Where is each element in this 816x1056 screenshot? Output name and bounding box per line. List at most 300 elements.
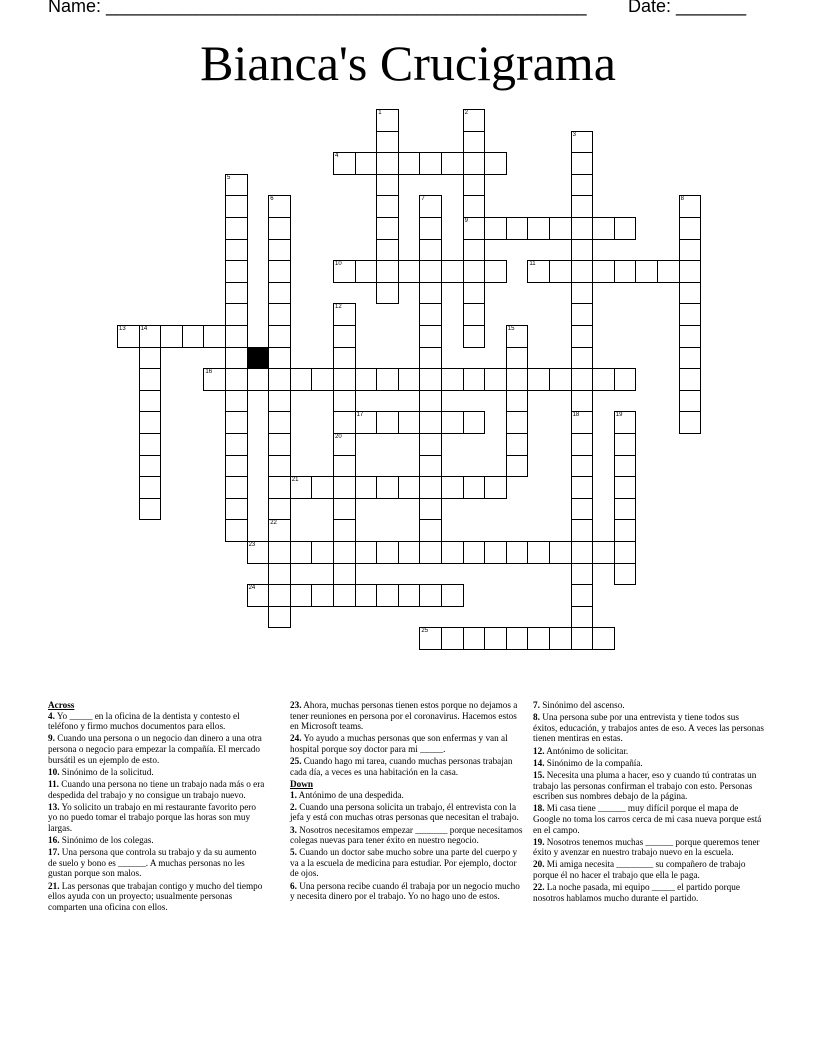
grid-cell[interactable] xyxy=(225,260,248,283)
grid-cell[interactable] xyxy=(441,584,464,607)
grid-cell[interactable] xyxy=(419,260,442,283)
grid-cell[interactable] xyxy=(592,217,615,240)
clue-number: 1 xyxy=(378,110,382,116)
grid-cell[interactable] xyxy=(463,541,486,564)
clue-number-label: 13. xyxy=(48,801,60,812)
grid-cell[interactable] xyxy=(484,260,507,283)
grid-cell[interactable] xyxy=(225,519,248,542)
clue-text: Cuando un doctor sabe mucho sobre una parte del cuerpo y va a la escuela de medicina para estudiar. Por ejemplo, doctor de ojos. xyxy=(290,847,518,879)
grid-cell[interactable] xyxy=(419,325,442,348)
grid-cell[interactable] xyxy=(376,584,399,607)
grid-cell[interactable] xyxy=(571,433,594,456)
grid-cell[interactable] xyxy=(268,303,291,326)
grid-cell[interactable] xyxy=(203,368,226,391)
grid-cell[interactable] xyxy=(419,411,442,434)
grid-cell[interactable] xyxy=(463,411,486,434)
grid-cell[interactable] xyxy=(268,606,291,629)
grid-cell[interactable] xyxy=(571,584,594,607)
grid-cell[interactable] xyxy=(614,498,637,521)
grid-cell[interactable] xyxy=(376,476,399,499)
clue-number-label: 6. xyxy=(290,880,297,891)
grid-cell[interactable] xyxy=(225,498,248,521)
clue-number-label: 15. xyxy=(533,769,545,780)
grid-cell[interactable] xyxy=(268,433,291,456)
grid-cell[interactable] xyxy=(441,260,464,283)
clue-text: Una persona recibe cuando él trabaja por un negocio mucho y necesita dinero por el trabajo. Yo no hago uno de estos. xyxy=(290,880,520,902)
grid-cell[interactable] xyxy=(506,455,529,478)
grid-cell[interactable] xyxy=(419,303,442,326)
clue-number-label: 23. xyxy=(290,700,302,710)
grid-cell[interactable] xyxy=(592,260,615,283)
grid-cell[interactable] xyxy=(160,325,183,348)
grid-cell[interactable] xyxy=(441,368,464,391)
grid-cell[interactable] xyxy=(484,217,507,240)
grid-cell[interactable] xyxy=(527,260,550,283)
grid-cell[interactable] xyxy=(679,325,702,348)
grid-cell[interactable] xyxy=(139,411,162,434)
grid-cell[interactable] xyxy=(355,260,378,283)
grid-cell[interactable] xyxy=(571,347,594,370)
grid-cell[interactable] xyxy=(225,195,248,218)
clue-number-label: 24. xyxy=(290,733,302,744)
grid-cell[interactable] xyxy=(592,541,615,564)
grid-cell[interactable] xyxy=(419,498,442,521)
grid-cell[interactable] xyxy=(333,325,356,348)
grid-cell[interactable] xyxy=(571,260,594,283)
clue-number-label: 5. xyxy=(290,847,297,858)
grid-cell[interactable] xyxy=(139,347,162,370)
grid-cell[interactable] xyxy=(614,368,637,391)
grid-cell[interactable] xyxy=(571,606,594,629)
grid-cell[interactable] xyxy=(333,476,356,499)
grid-cell[interactable] xyxy=(614,541,637,564)
grid-cell[interactable] xyxy=(614,455,637,478)
grid-cell[interactable] xyxy=(419,195,442,218)
clue-text: Cuando una persona o un negocio dan dinero a una otra persona o negocio para empezar la compañía. El mercado bursátil es un ejemplo de esto. xyxy=(48,733,262,765)
grid-cell[interactable] xyxy=(333,563,356,586)
clue-number-label: 11. xyxy=(48,778,59,789)
grid-cell[interactable] xyxy=(398,541,421,564)
grid-cell[interactable] xyxy=(247,584,270,607)
grid-cell[interactable] xyxy=(268,368,291,391)
grid-cell[interactable] xyxy=(225,282,248,305)
grid-cell[interactable] xyxy=(463,152,486,175)
grid-cell[interactable] xyxy=(571,239,594,262)
grid-cell[interactable] xyxy=(419,455,442,478)
grid-cell[interactable] xyxy=(614,476,637,499)
clue-number: 20 xyxy=(335,434,342,440)
grid-cell[interactable] xyxy=(333,303,356,326)
grid-cell[interactable] xyxy=(268,195,291,218)
grid-cell[interactable] xyxy=(398,476,421,499)
grid-cell[interactable] xyxy=(311,368,334,391)
grid-cell[interactable] xyxy=(679,260,702,283)
grid-cell[interactable] xyxy=(571,131,594,154)
grid-cell[interactable] xyxy=(376,217,399,240)
grid-cell[interactable] xyxy=(333,260,356,283)
clue-number: 25 xyxy=(421,628,429,635)
grid-cell[interactable] xyxy=(225,303,248,326)
grid-cell[interactable] xyxy=(506,368,529,391)
grid-cell[interactable] xyxy=(268,282,291,305)
across-clue-list xyxy=(48,711,266,913)
grid-cell[interactable] xyxy=(679,217,702,240)
grid-cell[interactable] xyxy=(225,217,248,240)
grid-cell[interactable] xyxy=(463,109,486,132)
grid-cell[interactable] xyxy=(571,325,594,348)
grid-cell[interactable] xyxy=(268,584,291,607)
clue-number-label: 10. xyxy=(48,766,60,777)
grid-cell[interactable] xyxy=(333,411,356,434)
grid-cell[interactable] xyxy=(268,541,291,564)
grid-cell[interactable] xyxy=(463,368,486,391)
clue-item xyxy=(48,802,266,834)
clue-text: Sinónimo de la compañía. xyxy=(544,757,643,768)
grid-cell[interactable] xyxy=(268,455,291,478)
across-heading: Across xyxy=(48,700,75,710)
grid-cell[interactable] xyxy=(333,455,356,478)
clue-text: Necesita una pluma a hacer, eso y cuando tú contratas un trabajo las personas confirman el trabajo con esto. Personas escriben sus nombres debajo de la página. xyxy=(533,769,757,802)
grid-cell[interactable] xyxy=(139,476,162,499)
down-clue-list xyxy=(290,790,526,902)
grid-cell[interactable] xyxy=(376,195,399,218)
grid-cell[interactable] xyxy=(463,239,486,262)
clue-text: Sinónimo de los colegas. xyxy=(59,835,154,846)
grid-cell[interactable] xyxy=(333,433,356,456)
grid-cell[interactable] xyxy=(614,519,637,542)
grid-cell[interactable] xyxy=(506,217,529,240)
grid-cell[interactable] xyxy=(225,411,248,434)
grid-cell[interactable] xyxy=(398,584,421,607)
grid-cell[interactable] xyxy=(268,347,291,370)
grid-cell[interactable] xyxy=(333,584,356,607)
grid-cell[interactable] xyxy=(376,541,399,564)
grid-cell[interactable] xyxy=(268,498,291,521)
grid-cell[interactable] xyxy=(679,390,702,413)
clue-item xyxy=(48,847,266,879)
grid-cell[interactable] xyxy=(225,476,248,499)
grid-cell[interactable] xyxy=(484,152,507,175)
grid-cell[interactable] xyxy=(679,239,702,262)
grid-cell[interactable] xyxy=(506,433,529,456)
grid-cell[interactable] xyxy=(419,282,442,305)
grid-cell[interactable] xyxy=(506,541,529,564)
clue-number-label: 12. xyxy=(533,745,545,756)
grid-cell[interactable] xyxy=(463,260,486,283)
grid-cell[interactable] xyxy=(419,152,442,175)
grid-cell[interactable] xyxy=(571,303,594,326)
grid-cell[interactable] xyxy=(506,347,529,370)
grid-cell[interactable] xyxy=(441,152,464,175)
clue-item xyxy=(290,881,526,902)
grid-cell[interactable] xyxy=(463,195,486,218)
grid-cell[interactable] xyxy=(376,411,399,434)
grid-cell[interactable] xyxy=(376,368,399,391)
grid-cell[interactable] xyxy=(268,476,291,499)
clue-number: 12 xyxy=(335,304,342,311)
grid-cell[interactable] xyxy=(571,411,594,434)
grid-cell[interactable] xyxy=(398,411,421,434)
grid-cell[interactable] xyxy=(571,563,594,586)
down-clue-list-continued xyxy=(533,700,765,903)
grid-cell[interactable] xyxy=(506,390,529,413)
grid-cell[interactable] xyxy=(419,476,442,499)
clue-item xyxy=(533,859,765,880)
grid-cell[interactable] xyxy=(376,131,399,154)
grid-cell[interactable] xyxy=(614,433,637,456)
grid-cell[interactable] xyxy=(527,627,550,650)
grid-cell[interactable] xyxy=(571,217,594,240)
clue-item xyxy=(533,746,765,757)
grid-cell[interactable] xyxy=(419,584,442,607)
grid-cell[interactable] xyxy=(182,325,205,348)
grid-cell[interactable] xyxy=(679,368,702,391)
grid-cell[interactable] xyxy=(419,627,442,650)
grid-cell[interactable] xyxy=(463,325,486,348)
grid-cell[interactable] xyxy=(139,433,162,456)
clue-text: Antónimo de una despedida. xyxy=(296,789,404,800)
clue-text: Yo ayudo a muchas personas que son enfermas y van al hospital porque soy doctor para mi _____. xyxy=(290,733,508,754)
clue-item xyxy=(48,779,266,800)
grid-cell[interactable] xyxy=(290,476,313,499)
grid-cell[interactable] xyxy=(419,239,442,262)
clue-item xyxy=(533,837,765,858)
grid-cell[interactable] xyxy=(398,368,421,391)
grid-cell[interactable] xyxy=(679,195,702,218)
grid-cell[interactable] xyxy=(311,584,334,607)
clue-number-label: 19. xyxy=(533,836,545,847)
grid-cell[interactable] xyxy=(571,195,594,218)
clue-number: 15 xyxy=(507,326,515,332)
grid-cell[interactable] xyxy=(419,217,442,240)
grid-cell[interactable] xyxy=(139,325,162,348)
grid-cell[interactable] xyxy=(571,476,594,499)
grid-cell[interactable] xyxy=(398,260,421,283)
grid-cell[interactable] xyxy=(376,109,399,132)
grid-cell[interactable] xyxy=(441,476,464,499)
grid-cell[interactable] xyxy=(376,239,399,262)
grid-cell[interactable] xyxy=(225,347,248,370)
grid-cell[interactable] xyxy=(355,411,378,434)
grid-cell[interactable] xyxy=(268,411,291,434)
grid-cell[interactable] xyxy=(549,541,572,564)
clue-item xyxy=(48,835,266,846)
grid-cell[interactable] xyxy=(268,217,291,240)
clue-item xyxy=(290,733,526,754)
grid-cell[interactable] xyxy=(225,433,248,456)
clues-column-2 xyxy=(290,700,526,903)
grid-cell[interactable] xyxy=(614,260,637,283)
grid-cell[interactable] xyxy=(506,627,529,650)
grid-cell[interactable] xyxy=(463,131,486,154)
clue-number-label: 9. xyxy=(48,733,55,744)
grid-cell[interactable] xyxy=(463,174,486,197)
grid-cell[interactable] xyxy=(376,152,399,175)
grid-cell[interactable] xyxy=(679,347,702,370)
grid-cell[interactable] xyxy=(571,541,594,564)
grid-cell[interactable] xyxy=(225,239,248,262)
clue-number-label: 16. xyxy=(48,835,60,846)
grid-cell[interactable] xyxy=(463,217,486,240)
grid-cell[interactable] xyxy=(333,368,356,391)
grid-cell[interactable] xyxy=(614,411,637,434)
grid-cell[interactable] xyxy=(679,303,702,326)
clue-number: 17 xyxy=(356,412,364,419)
clue-item xyxy=(533,700,765,711)
grid-cell[interactable] xyxy=(290,368,313,391)
clue-text: Las personas que trabajan contigo y mucho del tiempo ellos ayuda con un proyecto; usualmente personas comparten una oficina con ellos. xyxy=(48,880,263,912)
grid-cell[interactable] xyxy=(333,498,356,521)
grid-cell[interactable] xyxy=(268,325,291,348)
grid-cell[interactable] xyxy=(203,325,226,348)
grid-cell[interactable] xyxy=(376,260,399,283)
grid-cell[interactable] xyxy=(376,282,399,305)
grid-cell[interactable] xyxy=(571,519,594,542)
grid-cell[interactable] xyxy=(484,541,507,564)
grid-cell[interactable] xyxy=(549,260,572,283)
grid-cell[interactable] xyxy=(225,390,248,413)
clue-item xyxy=(290,802,526,823)
grid-cell[interactable] xyxy=(571,282,594,305)
clue-number: 4 xyxy=(335,153,339,160)
clue-text: Nosotros necesitamos empezar _______ porque necesitamos colegas nuevas para tener éxito en nuestro negocio. xyxy=(290,824,523,846)
grid-cell[interactable] xyxy=(247,368,270,391)
grid-cell[interactable] xyxy=(225,455,248,478)
grid-cell[interactable] xyxy=(139,390,162,413)
grid-cell[interactable] xyxy=(614,563,637,586)
grid-cell[interactable] xyxy=(117,325,140,348)
grid-cell[interactable] xyxy=(571,390,594,413)
grid-cell[interactable] xyxy=(333,347,356,370)
grid-cell[interactable] xyxy=(225,368,248,391)
clue-text: Cuando hago mi tarea, cuando muchas personas trabajan cada día, a veces es una habitación en la casa. xyxy=(290,756,513,777)
grid-cell[interactable] xyxy=(463,627,486,650)
clue-number: 6 xyxy=(270,196,274,203)
clue-item xyxy=(533,770,765,802)
clue-number-label: 1. xyxy=(290,789,297,800)
clue-number: 10 xyxy=(335,261,342,268)
grid-cell[interactable] xyxy=(225,174,248,197)
clue-text: Mi casa tiene ______ muy difícil porque el mapa de Google no toma los carros cerca de mi casa nueva porque está en el campo. xyxy=(533,803,762,835)
grid-cell[interactable] xyxy=(463,303,486,326)
grid-cell[interactable] xyxy=(527,217,550,240)
grid-cell[interactable] xyxy=(463,282,486,305)
grid-cell[interactable] xyxy=(139,368,162,391)
grid-cell[interactable] xyxy=(290,541,313,564)
grid-cell[interactable] xyxy=(506,411,529,434)
grid-cell[interactable] xyxy=(398,152,421,175)
grid-cell[interactable] xyxy=(441,627,464,650)
clue-text: Yo solicito un trabajo en mi restaurante favorito pero yo no puedo tomar el trabajo porque las horas son muy largas. xyxy=(48,801,256,833)
grid-cell[interactable] xyxy=(592,368,615,391)
clue-number: 3 xyxy=(572,131,576,138)
grid-cell[interactable] xyxy=(333,541,356,564)
grid-cell[interactable] xyxy=(419,541,442,564)
grid-cell[interactable] xyxy=(527,368,550,391)
clue-item xyxy=(290,847,526,879)
grid-cell[interactable] xyxy=(355,476,378,499)
grid-cell[interactable] xyxy=(571,455,594,478)
grid-cell[interactable] xyxy=(268,239,291,262)
grid-cell[interactable] xyxy=(333,390,356,413)
grid-cell[interactable] xyxy=(355,584,378,607)
grid-cell[interactable] xyxy=(419,390,442,413)
grid-cell[interactable] xyxy=(139,455,162,478)
clue-item xyxy=(290,700,526,732)
grid-cell[interactable] xyxy=(527,541,550,564)
grid-cell[interactable] xyxy=(333,152,356,175)
grid-cell[interactable] xyxy=(419,347,442,370)
grid-cell[interactable] xyxy=(679,411,702,434)
clue-number-label: 8. xyxy=(533,712,540,723)
grid-cell[interactable] xyxy=(441,541,464,564)
clue-number: 5 xyxy=(227,174,231,181)
grid-cell[interactable] xyxy=(355,541,378,564)
grid-cell[interactable] xyxy=(419,368,442,391)
grid-cell[interactable] xyxy=(441,411,464,434)
clue-number: 8 xyxy=(680,196,684,203)
grid-cell[interactable] xyxy=(463,476,486,499)
grid-cell[interactable] xyxy=(355,368,378,391)
grid-cell[interactable] xyxy=(614,217,637,240)
grid-cell[interactable] xyxy=(571,152,594,175)
grid-cell[interactable] xyxy=(679,282,702,305)
down-heading: Down xyxy=(290,778,313,789)
clue-number: 14 xyxy=(140,326,148,332)
grid-cell[interactable] xyxy=(571,368,594,391)
grid-cell[interactable] xyxy=(333,519,356,542)
grid-cell[interactable] xyxy=(311,541,334,564)
name-line: Name: ________________________________________________ xyxy=(48,0,587,16)
grid-cell[interactable] xyxy=(376,174,399,197)
grid-cell[interactable] xyxy=(225,325,248,348)
grid-cell[interactable] xyxy=(484,368,507,391)
clue-number: 19 xyxy=(615,412,623,419)
grid-cell[interactable] xyxy=(139,498,162,521)
clue-item xyxy=(533,882,765,903)
grid-cell[interactable] xyxy=(311,476,334,499)
grid-cell[interactable] xyxy=(571,498,594,521)
grid-cell[interactable] xyxy=(657,260,680,283)
clue-number-label: 20. xyxy=(533,859,545,870)
grid-cell[interactable] xyxy=(268,519,291,542)
page-title: Bianca's Crucigrama xyxy=(200,35,616,91)
clue-item xyxy=(48,767,266,778)
grid-cell[interactable] xyxy=(268,390,291,413)
grid-cell[interactable] xyxy=(571,174,594,197)
grid-cell[interactable] xyxy=(268,563,291,586)
grid-cell[interactable] xyxy=(549,217,572,240)
grid-cell[interactable] xyxy=(549,368,572,391)
grid-cell[interactable] xyxy=(290,584,313,607)
grid-cell[interactable] xyxy=(635,260,658,283)
clue-number-label: 18. xyxy=(533,803,545,814)
grid-cell[interactable] xyxy=(549,627,572,650)
grid-cell[interactable] xyxy=(268,260,291,283)
clue-number-label: 2. xyxy=(290,801,297,812)
grid-cell[interactable] xyxy=(419,519,442,542)
grid-cell[interactable] xyxy=(484,476,507,499)
grid-cell[interactable] xyxy=(506,325,529,348)
grid-cell[interactable] xyxy=(247,541,270,564)
grid-cell[interactable] xyxy=(355,152,378,175)
clue-text: Mi amiga necesita ________ su compañero de trabajo porque él no hacer el trabajo que ella le paga. xyxy=(533,859,746,881)
grid-cell[interactable] xyxy=(484,627,507,650)
grid-cell[interactable] xyxy=(571,627,594,650)
grid-cell[interactable] xyxy=(419,433,442,456)
grid-cell[interactable] xyxy=(592,627,615,650)
clue-number-label: 21. xyxy=(48,880,60,891)
